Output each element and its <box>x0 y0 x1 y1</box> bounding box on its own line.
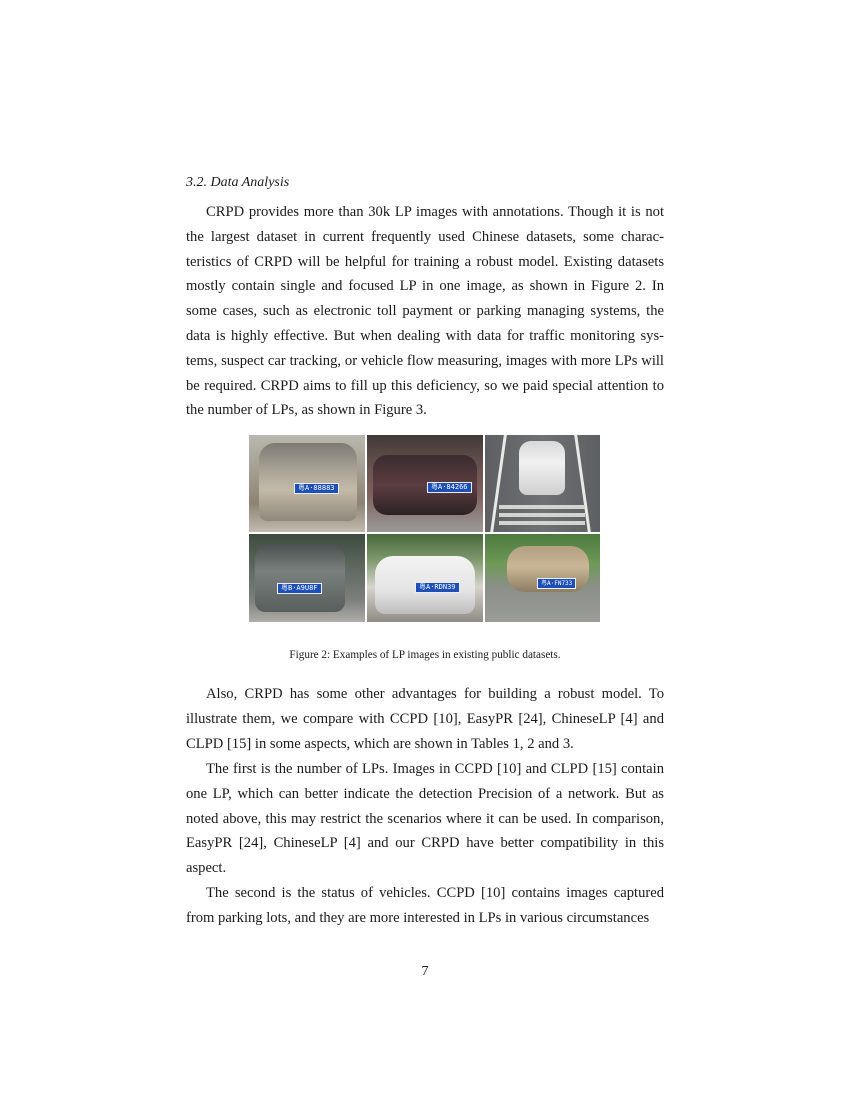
figure-2-image-grid <box>249 435 602 623</box>
license-plate: 粤A·RDN39 <box>415 582 460 593</box>
figure-caption: Figure 2: Examples of LP images in existing public datasets. <box>289 649 561 661</box>
paragraph: The second is the status of vehicles. CCPD [10] contains images captured from parking lots, and they are more interested in LPs in various circumstances <box>186 885 664 926</box>
license-plate: 粤A·84266 <box>427 482 472 493</box>
lp-photo-bronze-car-front <box>485 534 600 622</box>
paragraph: Also, CRPD has some other advantages for building a robust model. To illustrate them, we compare with CCPD [10], EasyPR [24], ChineseLP [4] and CLPD [15] in some aspects, which are shown in Tables 1, 2 and 3. <box>186 686 664 752</box>
paper-page <box>186 0 664 1100</box>
lp-photo-gray-sedan-rear <box>249 435 365 532</box>
license-plate: 粤A·FN733 <box>537 578 576 589</box>
section-heading: 3.2. Data Analysis <box>186 175 290 190</box>
paragraph: CRPD provides more than 30k LP images with annotations. Though it is not the largest dataset in current frequently used Chinese datasets, some characteristics of CRPD will be helpful for training a robust model. Existing datasets mostly contain single and focused LP in one image, as shown in Figure 2. In some cases, such as electronic toll payment or parking managing systems, the data is highly effective. But when dealing with data for traffic monitoring systems, suspect car tracking, or vehicle flow measuring, images with more LPs will be required. CRPD aims to fill up this deficiency, so we paid special attention to the number of LPs, as shown in Figure 3. <box>186 204 664 419</box>
lp-photo-green-car-front <box>249 534 365 622</box>
paragraph: The first is the number of LPs. Images in CCPD [10] and CLPD [15] contain one LP, which can better indicate the detection Precision of a network. But as noted above, this may restrict the scenarios where it can be used. In comparison, EasyPR [24], ChineseLP [4] and our CRPD have better compatibility in this aspect. <box>186 761 664 877</box>
lp-photo-white-car-rear <box>367 534 483 622</box>
page-number: 7 <box>421 964 429 979</box>
license-plate: 粤B·A9U8F <box>277 583 322 594</box>
lp-photo-dark-car-front <box>367 435 483 532</box>
license-plate: 粤A·88883 <box>294 483 339 494</box>
lp-photo-white-car-road <box>485 435 600 532</box>
